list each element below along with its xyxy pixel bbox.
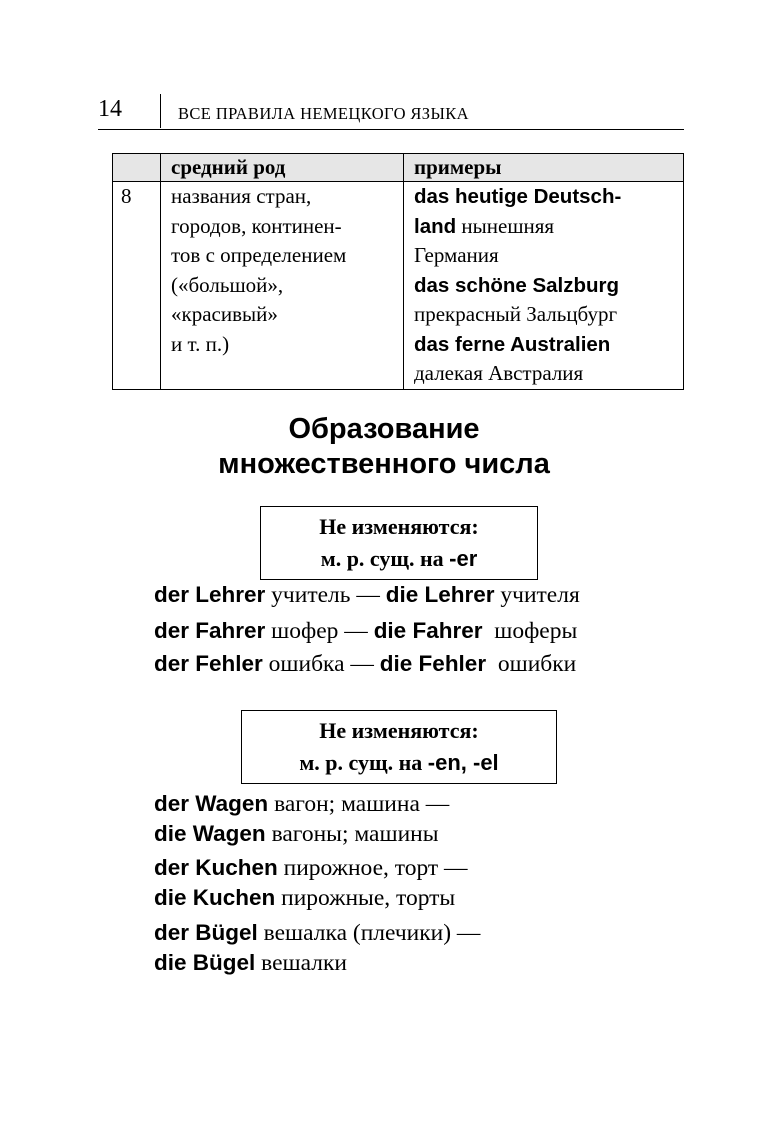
- rule-box-condition: м. р. сущ. на -er: [320, 546, 478, 571]
- description-line: тов с определением: [171, 243, 347, 267]
- description-line: («большой»,: [171, 272, 284, 297]
- rule-box-title: Не изменяются:: [319, 514, 479, 539]
- header-cell-number: [113, 154, 161, 182]
- page-number: 14: [98, 96, 122, 122]
- example-line: die Wagen вагоны; машины: [154, 821, 439, 847]
- grammar-table: [112, 153, 684, 390]
- row-number: 8: [121, 184, 132, 208]
- example-line: далекая Австралия: [414, 361, 584, 385]
- section-title-line2: множественного числа: [218, 448, 550, 480]
- example-pair: der Lehrer учитель — die Lehrer учителя: [154, 582, 580, 608]
- example-line: die Kuchen пирожные, торты: [154, 885, 456, 911]
- table-row: [113, 182, 684, 390]
- description-line: городов, континен-: [171, 213, 342, 238]
- header-rule: [98, 129, 684, 130]
- table-header-row: [113, 154, 684, 182]
- example-line: das heutige Deutsch-: [414, 185, 622, 208]
- rule-box-condition: м. р. сущ. на -en, -el: [299, 750, 499, 775]
- row-examples-cell: [404, 182, 684, 390]
- header-cell-examples: примеры: [404, 154, 684, 182]
- header-divider: [160, 94, 161, 128]
- example-line: das ferne Australien: [414, 332, 611, 356]
- running-title: ВСЕ ПРАВИЛА НЕМЕЦКОГО ЯЗЫКА: [178, 104, 469, 123]
- rule-box-title: Не изменяются:: [319, 718, 479, 743]
- description-line: «красивый»: [171, 302, 278, 326]
- rule-box-en-el: [241, 710, 557, 784]
- example-line: land нынешняя: [414, 213, 555, 238]
- row-description-cell: [161, 182, 404, 390]
- example-line: прекрасный Зальцбург: [414, 302, 618, 326]
- description-line: и т. п.): [171, 331, 230, 356]
- section-title-line1: Образование: [288, 413, 480, 445]
- example-line: das schöne Salzburg: [414, 273, 620, 297]
- example-line: der Wagen вагон; машина —: [154, 791, 450, 817]
- example-line: der Kuchen пирожное, торт —: [154, 855, 468, 881]
- example-line: Германия: [414, 243, 499, 267]
- example-pair: der Fehler ошибка — die Fehler ошибки: [154, 651, 577, 677]
- row-number-cell: [113, 182, 161, 390]
- example-line: der Bügel вешалка (плечики) —: [154, 920, 481, 946]
- example-line: die Bügel вешалки: [154, 950, 347, 976]
- example-pair: der Fahrer шофер — die Fahrer шоферы: [154, 618, 578, 644]
- description-line: названия стран,: [171, 184, 312, 208]
- rule-box-er: [260, 506, 538, 580]
- header-cell-gender: средний род: [161, 154, 404, 182]
